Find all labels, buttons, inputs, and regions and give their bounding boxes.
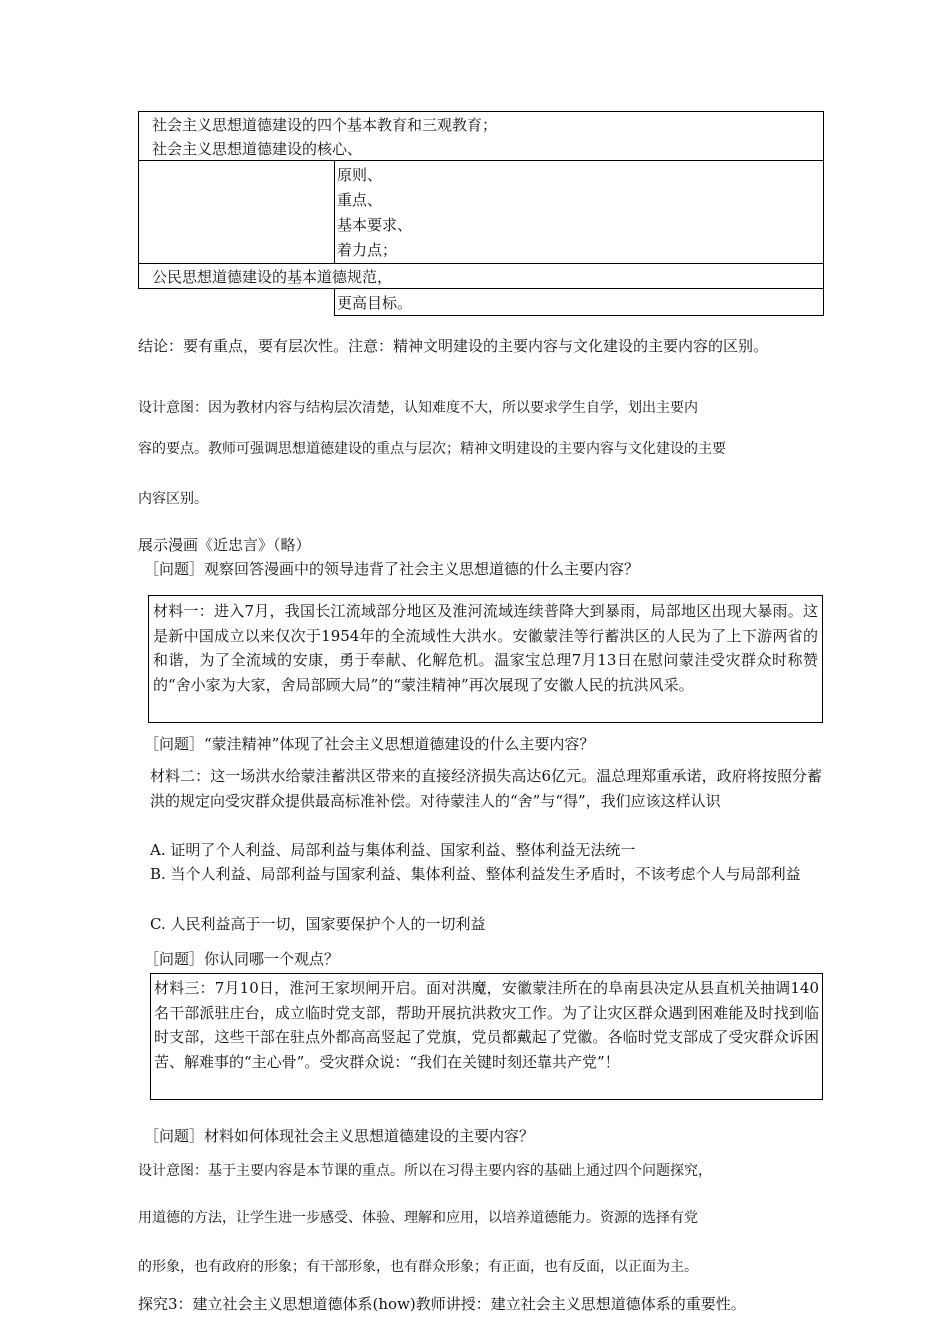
design-intent-line: 的形象，也有政府的形象；有干部形象，也有群众形象；有正面，也有反面，以正面为主。 <box>138 1259 698 1275</box>
table-row-3: 公民思想道德建设的基本道德规范， <box>152 268 393 286</box>
table-row-1-line-1: 社会主义思想道德建设的四个基本教育和三观教育； <box>152 116 498 134</box>
inquiry-3: 探究3：建立社会主义思想道德体系(how)教师讲授：建立社会主义思想道德体系的重要性。 <box>138 1295 746 1313</box>
table-row-4: 更高目标。 <box>337 294 413 312</box>
question-3: ［问题］你认同哪一个观点？ <box>144 950 340 968</box>
design-intent-line: 设计意图：基于主要内容是本节课的重点。所以在习得主要内容的基础上通过四个问题探究， <box>138 1163 712 1179</box>
comic-line: 展示漫画《近忠言》（略） <box>138 536 311 554</box>
design-intent-line: 容的要点。教师可强调思想道德建设的重点与层次；精神文明建设的主要内容与文化建设的主要 <box>138 441 726 457</box>
design-intent-line: 内容区别。 <box>138 491 208 507</box>
option-a: A. 证明了个人利益、局部利益与集体利益、国家利益、整体利益无法统一 <box>150 841 636 859</box>
table-divider <box>334 160 335 263</box>
table-sub-item: 原则、 <box>337 166 383 184</box>
table-left-mask <box>138 288 334 317</box>
table-divider <box>138 263 824 264</box>
conclusion-paragraph: 结论：要有重点，要有层次性。注意：精神文明建设的主要内容与文化建设的主要内容的区别。 <box>138 337 769 355</box>
question-2: ［问题］“蒙洼精神”体现了社会主义思想道德建设的什么主要内容？ <box>144 735 595 753</box>
material-2-text: 材料二：这一场洪水给蒙洼蓄洪区带来的直接经济损失高达6亿元。温总理郑重承诺，政府将按照分蓄洪的规定向受灾群众提供最高标准补偿。对待蒙洼人的“舍”与“得”，我们应该这样认识 <box>150 767 822 810</box>
material-3-text: 材料三：7月10日，淮河王家坝闸开启。面对洪魔，安徽蒙洼所在的阜南县决定从县直机关抽调140名干部派驻庄台，成立临时党支部，帮助开展抗洪救灾工作。为了让灾区群众遇到困难能及时找到临时支部，这些干部在驻点外都高高竖起了党旗，党员都戴起了党徽。各临时党支部成了受灾群众诉困苦、解难事的“主心骨”。受灾群众说：“我们在关键时刻还靠共产党”！ <box>154 979 819 1071</box>
design-intent-line: 用道德的方法，让学生进一步感受、体验、理解和应用，以培养道德能力。资源的选择有党 <box>138 1210 698 1226</box>
option-b: B. 当个人利益、局部利益与国家利益、集体利益、整体利益发生矛盾时，不该考虑个人与局部利益 <box>150 865 801 883</box>
table-sub-item: 着力点； <box>337 241 398 259</box>
question-1: ［问题］观察回答漫画中的领导违背了社会主义思想道德的什么主要内容？ <box>144 560 640 578</box>
question-4: ［问题］材料如何体现社会主义思想道德建设的主要内容？ <box>144 1127 535 1145</box>
table-sub-item: 重点、 <box>337 191 383 209</box>
table-sub-item: 基本要求、 <box>337 216 413 234</box>
table-row-1-line-2: 社会主义思想道德建设的核心、 <box>152 140 363 158</box>
material-1-text: 材料一：进入7月，我国长江流域部分地区及淮河流域连续普降大到暴雨，局部地区出现大暴雨。这是新中国成立以来仅次于1954年的全流域性大洪水。安徽蒙洼等行蓄洪区的人民为了上下游两省的和谐，为了全流域的安康，勇于奉献、化解危机。温家宝总理7月13日在慰问蒙洼受灾群众时称赞的“舍小家为大家，舍局部顾大局”的“蒙洼精神”再次展现了安徽人民的抗洪风采。 <box>153 602 818 694</box>
design-intent-line: 设计意图：因为教材内容与结构层次清楚，认知难度不大，所以要求学生自学，划出主要内 <box>138 400 698 416</box>
table-divider <box>334 288 335 316</box>
option-c: C. 人民利益高于一切，国家要保护个人的一切利益 <box>150 915 486 933</box>
